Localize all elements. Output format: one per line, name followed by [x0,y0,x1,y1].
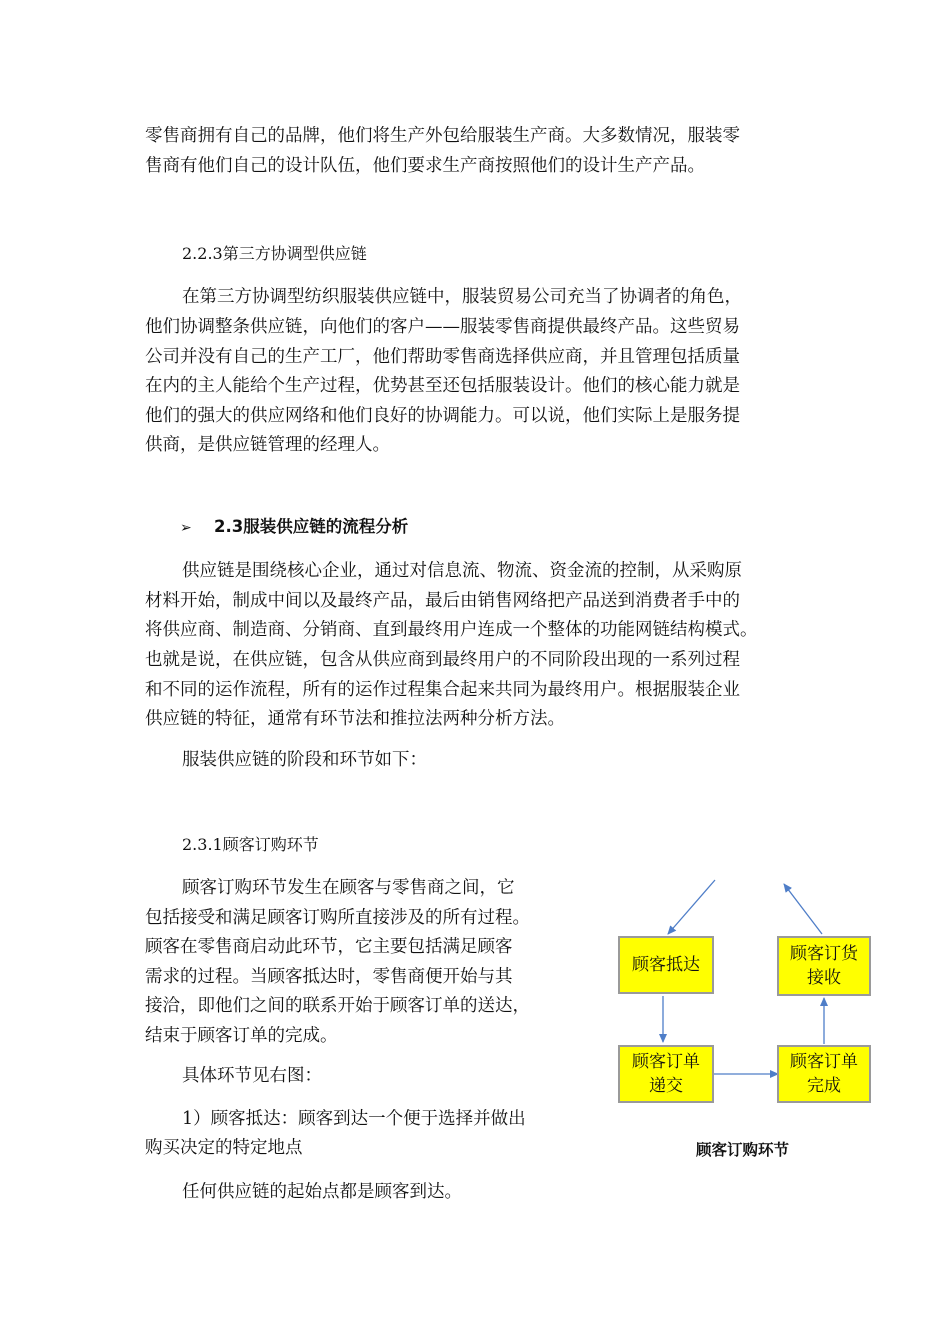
intro-line-1: 零售商拥有自己的品牌，他们将生产外包给服装生产商。大多数情况，服装零 [145,126,740,146]
section-23-line-5: 和不同的运作流程，所有的运作过程集合起来共同为最终用户。根据服装企业 [145,680,740,700]
section-23-line-4: 也就是说，在供应链，包含从供应商到最终用户的不同阶段出现的一系列过程 [145,650,740,670]
box-customer-arrival [618,936,714,994]
box-order-submit-line-1: 顾客订单 [632,1052,700,1072]
box-order-complete-line-1: 顾客订单 [790,1052,858,1072]
intro-line-2: 售商有他们自己的设计队伍，他们要求生产商按照他们的设计生产产品。 [145,156,705,176]
section-223-line-1: 在第三方协调型纺织服装供应链中，服装贸易公司充当了协调者的角色， [182,287,742,307]
section-23-line-3: 将供应商、制造商、分销商、直到最终用户连成一个整体的功能网链结构模式。 [145,620,758,640]
item1-line-2: 购买决定的特定地点 [145,1138,303,1158]
section-223-line-4: 在内的主人能给个生产过程，优势甚至还包括服装设计。他们的核心能力就是 [145,376,740,396]
section-231-line-6: 结束于顾客订单的完成。 [145,1026,338,1046]
diagram-arrows [600,870,900,1170]
section-231-line-1: 顾客订购环节发生在顾客与零售商之间，它 [182,878,515,898]
box-order-submit [618,1045,714,1103]
box-customer-arrival-label: 顾客抵达 [632,955,700,975]
box-order-receipt [777,936,871,996]
box-order-receipt-line-1: 顾客订货 [790,944,858,964]
section-231-heading: 2.3.1顾客订购环节 [182,835,319,854]
bullet-arrow-icon: ➢ [180,520,192,536]
item1-line-1: 1）顾客抵达：顾客到达一个便于选择并做出 [182,1109,526,1129]
diagram-caption: 顾客订购环节 [696,1141,790,1159]
customer-order-cycle-diagram [600,870,900,1170]
section-223-line-5: 他们的强大的供应网络和他们良好的协调能力。可以说，他们实际上是服务提 [145,406,740,426]
section-23-heading: 2.3服装供应链的流程分析 [214,517,409,536]
closing-line: 任何供应链的起始点都是顾客到达。 [182,1182,462,1202]
section-23-line-1: 供应链是围绕核心企业，通过对信息流、物流、资金流的控制，从采购原 [182,561,742,581]
section-23-heading-row [180,512,408,543]
section-231-line-2: 包括接受和满足顾客订购所直接涉及的所有过程。 [145,908,530,928]
arrow-outgoing [784,884,822,934]
box-order-receipt-line-2: 接收 [807,968,841,988]
section-231-line-4: 需求的过程。当顾客抵达时，零售商便开始与其 [145,967,513,987]
box-order-complete-line-2: 完成 [807,1076,841,1096]
section-231-line-5: 接洽，即他们之间的联系开始于顾客订单的送达， [145,996,530,1016]
section-223-line-3: 公司并没有自己的生产工厂，他们帮助零售商选择供应商，并且管理包括质量 [145,347,740,367]
section-231-line-3: 顾客在零售商启动此环节，它主要包括满足顾客 [145,937,513,957]
section-23-line-2: 材料开始，制成中间以及最终产品，最后由销售网络把产品送到消费者手中的 [145,591,740,611]
box-order-complete [777,1045,871,1103]
see-figure-text: 具体环节见右图： [182,1066,322,1086]
box-order-submit-line-2: 递交 [649,1076,683,1096]
section-23-line-6: 供应链的特征，通常有环节法和推拉法两种分析方法。 [145,709,565,729]
section-223-line-6: 供商，是供应链管理的经理人。 [145,435,390,455]
arrow-incoming [668,880,715,934]
stages-intro: 服装供应链的阶段和环节如下： [182,750,427,770]
section-223-line-2: 他们协调整条供应链，向他们的客户——服装零售商提供最终产品。这些贸易 [145,317,740,337]
section-223-heading: 2.2.3第三方协调型供应链 [182,244,367,263]
